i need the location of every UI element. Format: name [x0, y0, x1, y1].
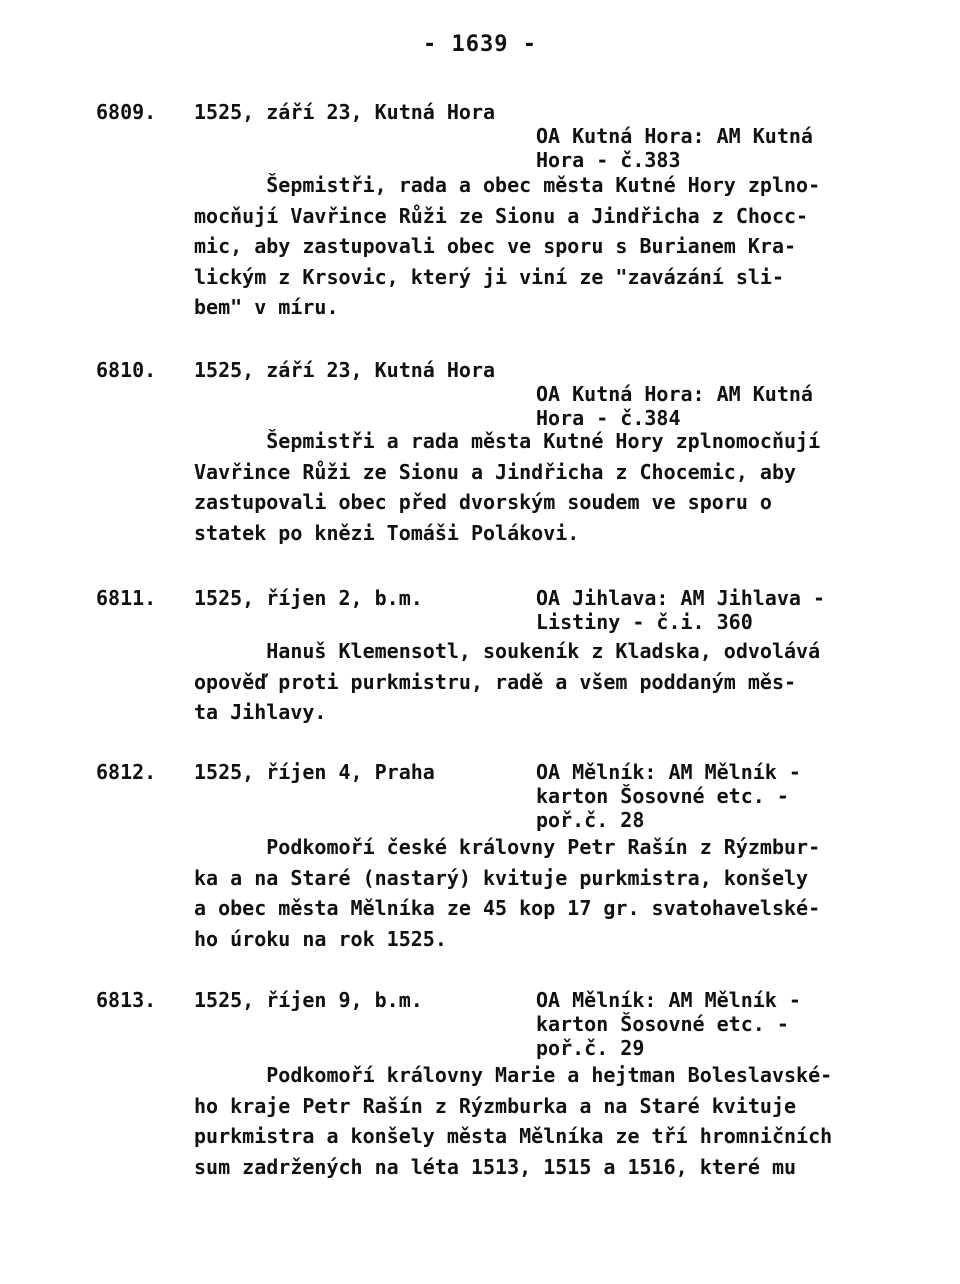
- source-line: Hora - č.383: [536, 148, 681, 172]
- entry-date-place: 1525, říjen 2, b.m.: [194, 586, 423, 610]
- entry-source: [536, 124, 813, 172]
- regest-line: ho úroku na rok 1525.: [194, 926, 447, 951]
- regest-line: mic, aby zastupovali obec ve sporu s Burianem Kra-: [194, 234, 797, 258]
- entry-date-place: 1525, říjen 9, b.m.: [194, 988, 423, 1012]
- entry-number: 6810.: [96, 358, 157, 382]
- regest-line: purkmistra a konšely města Mělníka ze tří hromničních: [194, 1124, 833, 1148]
- entry-number: 6812.: [96, 760, 157, 784]
- entry-number: 6813.: [96, 988, 157, 1012]
- entry-source: [536, 760, 801, 832]
- source-line: OA Kutná Hora: AM Kutná: [536, 124, 813, 148]
- source-line: OA Jihlava: AM Jihlava -: [536, 586, 825, 610]
- source-line: karton Šosovné etc. -: [536, 1012, 789, 1036]
- entry-number: 6811.: [96, 586, 157, 610]
- entry-date-place: 1525, září 23, Kutná Hora: [194, 100, 496, 124]
- entry-date-place: 1525, říjen 4, Praha: [194, 760, 435, 784]
- source-line: Hora - č.384: [536, 406, 681, 430]
- regest-line: Podkomoří královny Marie a hejtman Boleslavské-: [194, 1063, 833, 1087]
- entry-regest: [194, 426, 820, 548]
- regest-line: zastupovali obec před dvorským soudem ve sporu o: [194, 490, 772, 514]
- source-line: OA Kutná Hora: AM Kutná: [536, 382, 813, 406]
- entry-regest: [194, 170, 820, 323]
- regest-line: statek po knězi Tomáši Polákovi.: [194, 520, 580, 545]
- regest-line: Vavřince Růži ze Sionu a Jindřicha z Chocemic, aby: [194, 459, 797, 484]
- entry-number: 6809.: [96, 100, 157, 124]
- regest-line: bem" v míru.: [194, 295, 339, 319]
- regest-line: Hanuš Klemensotl, soukeník z Kladska, odvolává: [194, 639, 821, 663]
- source-line: poř.č. 29: [536, 1036, 645, 1060]
- source-line: Listiny - č.i. 360: [536, 610, 753, 634]
- page-number: - 1639 -: [423, 32, 537, 57]
- source-line: OA Mělník: AM Mělník -: [536, 988, 801, 1012]
- source-line: OA Mělník: AM Mělník -: [536, 760, 801, 784]
- source-line: karton Šosovné etc. -: [536, 784, 789, 808]
- entry-source: [536, 382, 813, 430]
- regest-line: opověď proti purkmistru, radě a všem poddaným měs-: [194, 669, 797, 694]
- regest-line: lickým z Krsovic, který ji viní ze "zavázání sli-: [194, 264, 785, 289]
- entry-date-place: 1525, září 23, Kutná Hora: [194, 358, 496, 382]
- regest-line: mocňují Vavřince Růži ze Sionu a Jindřicha z Chocc-: [194, 203, 809, 228]
- entry-source: [536, 988, 801, 1060]
- regest-line: ta Jihlavy.: [194, 700, 327, 724]
- regest-line: a obec města Mělníka ze 45 kop 17 gr. svatohavelské-: [194, 896, 821, 920]
- regest-line: Šepmistři a rada města Kutné Hory zplnomocňují: [194, 429, 821, 453]
- entry-regest: [194, 636, 820, 728]
- entry-source: [536, 586, 825, 634]
- entry-regest: [194, 1060, 832, 1182]
- regest-line: ho kraje Petr Rašín z Rýzmburka a na Staré kvituje: [194, 1093, 797, 1118]
- regest-line: Podkomoří české královny Petr Rašín z Rýzmbur-: [194, 835, 821, 859]
- regest-line: sum zadržených na léta 1513, 1515 a 1516, které mu: [194, 1154, 797, 1179]
- regest-line: ka a na Staré (nastarý) kvituje purkmistra, konšely: [194, 865, 809, 890]
- regest-line: Šepmistři, rada a obec města Kutné Hory zplno-: [194, 173, 821, 197]
- entry-regest: [194, 832, 820, 954]
- source-line: poř.č. 28: [536, 808, 645, 832]
